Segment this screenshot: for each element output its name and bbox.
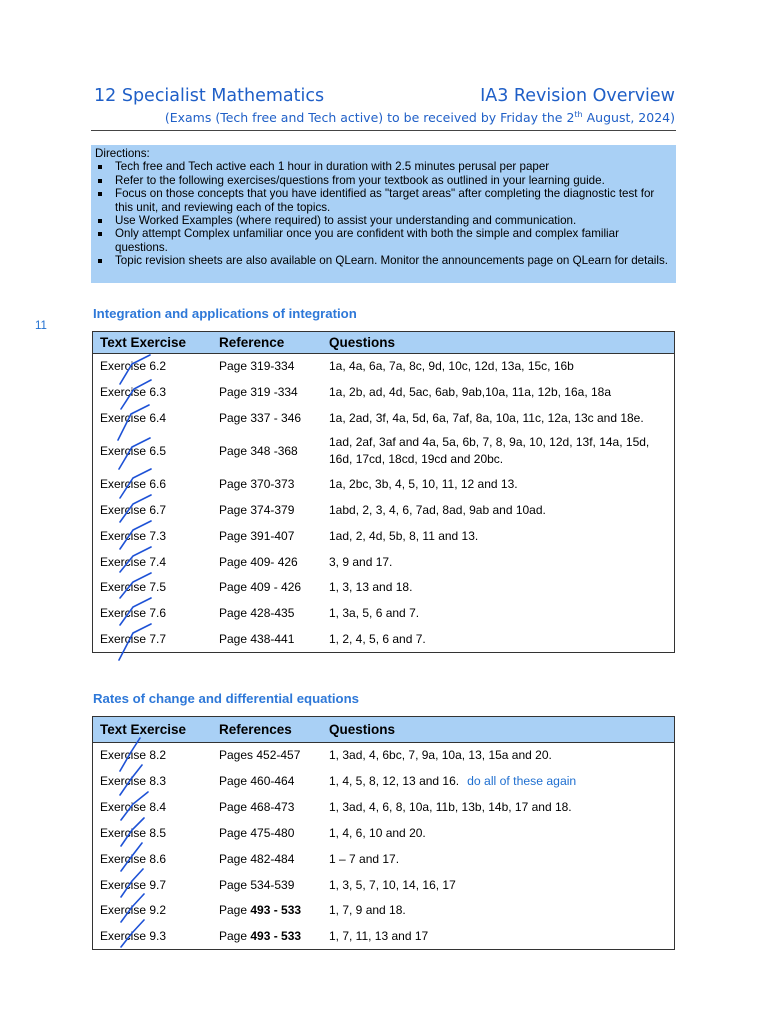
column-header-exercise: Text Exercise bbox=[93, 332, 213, 354]
exercise-cell: Exercise 9.7 bbox=[100, 877, 167, 892]
directions-box bbox=[91, 145, 676, 283]
exercise-cell: Exercise 7.7 bbox=[100, 631, 167, 646]
reference-text: Page bbox=[219, 903, 251, 917]
column-header-references: References bbox=[212, 717, 322, 743]
directions-item: Use Worked Examples (where required) to assist your understanding and communication. bbox=[95, 214, 672, 227]
section-heading-integration: Integration and applications of integration bbox=[93, 306, 357, 321]
directions-item: Tech free and Tech active each 1 hour in duration with 2.5 minutes perusal per paper bbox=[95, 160, 672, 173]
exercise-cell: Exercise 8.3 bbox=[100, 774, 167, 788]
reference-cell bbox=[212, 898, 322, 923]
directions-item: Only attempt Complex unfamiliar once you are confident with both the simple and complex familiar questions. bbox=[95, 227, 672, 254]
reference-text: Page bbox=[219, 928, 251, 943]
exercise-cell: Exercise 8.4 bbox=[100, 800, 167, 814]
questions-text: 1, 3, 5, 7, 10, 14, 16, 17 bbox=[329, 877, 456, 892]
reference-cell bbox=[212, 743, 322, 768]
table-row bbox=[93, 431, 675, 472]
exercise-cell: Exercise 7.6 bbox=[100, 605, 167, 620]
directions-item: Focus on those concepts that you have identified as "target areas" after completing the diagnostic test for this unit, and reviewing each of the topics. bbox=[95, 187, 672, 214]
exercise-cell: Exercise 7.4 bbox=[100, 554, 167, 569]
table-row bbox=[93, 497, 675, 523]
questions-cell: 3, 9 and 17. bbox=[329, 554, 393, 569]
reference-cell bbox=[212, 923, 322, 950]
exercise-cell: Exercise 9.3 bbox=[100, 928, 167, 943]
rates-exercise-table bbox=[92, 716, 675, 950]
questions-cell bbox=[322, 795, 675, 820]
directions-item: Refer to the following exercises/questions from your textbook as outlined in your learning guide. bbox=[95, 174, 672, 187]
questions-text: 1, 7, 11, 13 and 17 bbox=[329, 928, 429, 943]
reference-cell bbox=[212, 846, 322, 872]
questions-cell bbox=[322, 768, 675, 795]
reference-text: Page 534-539 bbox=[219, 877, 295, 892]
reference-cell: Page 391-407 bbox=[219, 528, 295, 543]
column-header-questions: Questions bbox=[322, 332, 675, 354]
reference-cell bbox=[212, 820, 322, 846]
exercise-cell: Exercise 9.2 bbox=[100, 903, 167, 917]
exercise-cell: Exercise 7.5 bbox=[100, 580, 167, 594]
questions-text: 1, 3ad, 4, 6bc, 7, 9a, 10a, 13, 15a and 20. bbox=[329, 748, 552, 763]
reference-cell: Page 374-379 bbox=[219, 502, 295, 517]
questions-cell: 1ad, 2, 4d, 5b, 8, 11 and 13. bbox=[329, 528, 479, 543]
table-row bbox=[93, 472, 675, 497]
questions-cell: 1abd, 2, 3, 4, 6, 7ad, 8ad, 9ab and 10ad. bbox=[329, 502, 546, 517]
questions-cell: 1, 2, 4, 5, 6 and 7. bbox=[329, 631, 426, 646]
handwritten-note: do all of these again bbox=[467, 774, 577, 788]
questions-cell: 1a, 2ad, 3f, 4a, 5d, 6a, 7af, 8a, 10a, 11c, 12a, 13c and 18e. bbox=[329, 411, 644, 425]
questions-text: 1, 3ad, 4, 6, 8, 10a, 11b, 13b, 14b, 17 and 18. bbox=[329, 800, 572, 814]
questions-text: 1, 4, 5, 8, 12, 13 and 16. bbox=[329, 774, 460, 788]
exercise-cell: Exercise 6.2 bbox=[100, 359, 167, 374]
questions-text: 1, 4, 6, 10 and 20. bbox=[329, 825, 426, 840]
column-header-reference: Reference bbox=[212, 332, 322, 354]
exercise-cell: Exercise 6.4 bbox=[100, 411, 167, 425]
header-divider bbox=[91, 130, 676, 131]
table-header-row bbox=[93, 332, 675, 354]
directions-list bbox=[95, 160, 672, 267]
exercise-cell: Exercise 8.2 bbox=[100, 748, 167, 763]
table-row bbox=[93, 743, 675, 768]
reference-text: Pages 452-457 bbox=[219, 748, 301, 763]
reference-text: Page 482-484 bbox=[219, 851, 295, 866]
exercise-cell: Exercise 7.3 bbox=[100, 528, 167, 543]
questions-cell bbox=[322, 872, 675, 898]
reference-cell: Page 319-334 bbox=[219, 359, 295, 374]
exercise-cell: Exercise 6.3 bbox=[100, 385, 167, 399]
subtitle-superscript: th bbox=[574, 110, 583, 119]
directions-heading: Directions: bbox=[95, 147, 150, 160]
column-header-questions: Questions bbox=[322, 717, 675, 743]
table-row bbox=[93, 523, 675, 549]
reference-bold-text: 493 - 533 bbox=[250, 903, 302, 917]
reference-cell: Page 409 - 426 bbox=[219, 580, 302, 594]
subtitle-text-end: August, 2024) bbox=[582, 110, 675, 126]
reference-cell bbox=[212, 795, 322, 820]
exercise-cell: Exercise 6.5 bbox=[100, 444, 167, 458]
questions-cell bbox=[322, 898, 675, 923]
reference-cell: Page 348 -368 bbox=[219, 444, 298, 458]
reference-cell bbox=[212, 768, 322, 795]
table-row bbox=[93, 768, 675, 795]
questions-cell: 1a, 2b, ad, 4d, 5ac, 6ab, 9ab,10a, 11a, 12b, 16a, 18a bbox=[329, 385, 612, 399]
table-row bbox=[93, 872, 675, 898]
table-row bbox=[93, 354, 675, 379]
exercise-cell: Exercise 8.6 bbox=[100, 851, 167, 866]
table-row bbox=[93, 820, 675, 846]
questions-cell: 1a, 2bc, 3b, 4, 5, 10, 11, 12 and 13. bbox=[329, 477, 518, 491]
table-row bbox=[93, 795, 675, 820]
table-row bbox=[93, 406, 675, 431]
questions-cell: 1ad, 2af, 3af and 4a, 5a, 6b, 7, 8, 9a, 10, 12d, 13f, 14a, 15d, 16d, 17cd, 18cd, 19cd and 20bc. bbox=[329, 435, 650, 466]
reference-cell: Page 409- 426 bbox=[219, 554, 298, 569]
section-heading-rates-of-change: Rates of change and differential equations bbox=[93, 691, 359, 706]
reference-text: Page 475-480 bbox=[219, 825, 295, 840]
questions-text: 1, 7, 9 and 18. bbox=[329, 903, 406, 917]
reference-bold-text: 493 - 533 bbox=[250, 928, 302, 943]
directions-item: Topic revision sheets are also available on QLearn. Monitor the announcements page on QLearn for details. bbox=[95, 254, 672, 267]
reference-cell: Page 428-435 bbox=[219, 605, 295, 620]
column-header-exercise: Text Exercise bbox=[93, 717, 213, 743]
reference-text: Page 460-464 bbox=[219, 774, 295, 788]
exercise-cell: Exercise 8.5 bbox=[100, 825, 167, 840]
document-title: 12 Specialist Mathematics bbox=[94, 86, 325, 106]
reference-cell: Page 319 -334 bbox=[219, 385, 298, 399]
questions-cell: 1, 3a, 5, 6 and 7. bbox=[329, 605, 420, 620]
table-row bbox=[93, 626, 675, 653]
reference-cell bbox=[212, 872, 322, 898]
table-row bbox=[93, 600, 675, 626]
reference-cell: Page 438-441 bbox=[219, 631, 295, 646]
table-row bbox=[93, 575, 675, 600]
reference-text: Page 468-473 bbox=[219, 800, 295, 814]
table-row bbox=[93, 379, 675, 406]
table-row bbox=[93, 923, 675, 950]
questions-cell bbox=[322, 846, 675, 872]
document-title-right: IA3 Revision Overview bbox=[480, 86, 675, 106]
questions-cell: 1a, 4a, 6a, 7a, 8c, 9d, 10c, 12d, 13a, 15c, 16b bbox=[329, 359, 574, 374]
reference-cell: Page 337 - 346 bbox=[219, 411, 302, 425]
questions-cell bbox=[322, 743, 675, 768]
questions-cell bbox=[322, 820, 675, 846]
table-row bbox=[93, 846, 675, 872]
table-row bbox=[93, 898, 675, 923]
table-header-row bbox=[93, 717, 675, 743]
table-row bbox=[93, 549, 675, 575]
questions-text: 1 – 7 and 17. bbox=[329, 851, 400, 866]
reference-cell: Page 370-373 bbox=[219, 477, 295, 491]
questions-cell bbox=[322, 923, 675, 950]
integration-exercise-table bbox=[92, 331, 675, 653]
exercise-cell: Exercise 6.6 bbox=[100, 477, 167, 491]
subtitle-text-start: (Exams (Tech free and Tech active) to be received by Friday the 2 bbox=[164, 110, 575, 126]
document-subtitle bbox=[165, 110, 675, 125]
exercise-cell: Exercise 6.7 bbox=[100, 502, 167, 517]
handwritten-margin-note: 11 bbox=[35, 320, 47, 332]
questions-cell: 1, 3, 13 and 18. bbox=[329, 580, 413, 594]
